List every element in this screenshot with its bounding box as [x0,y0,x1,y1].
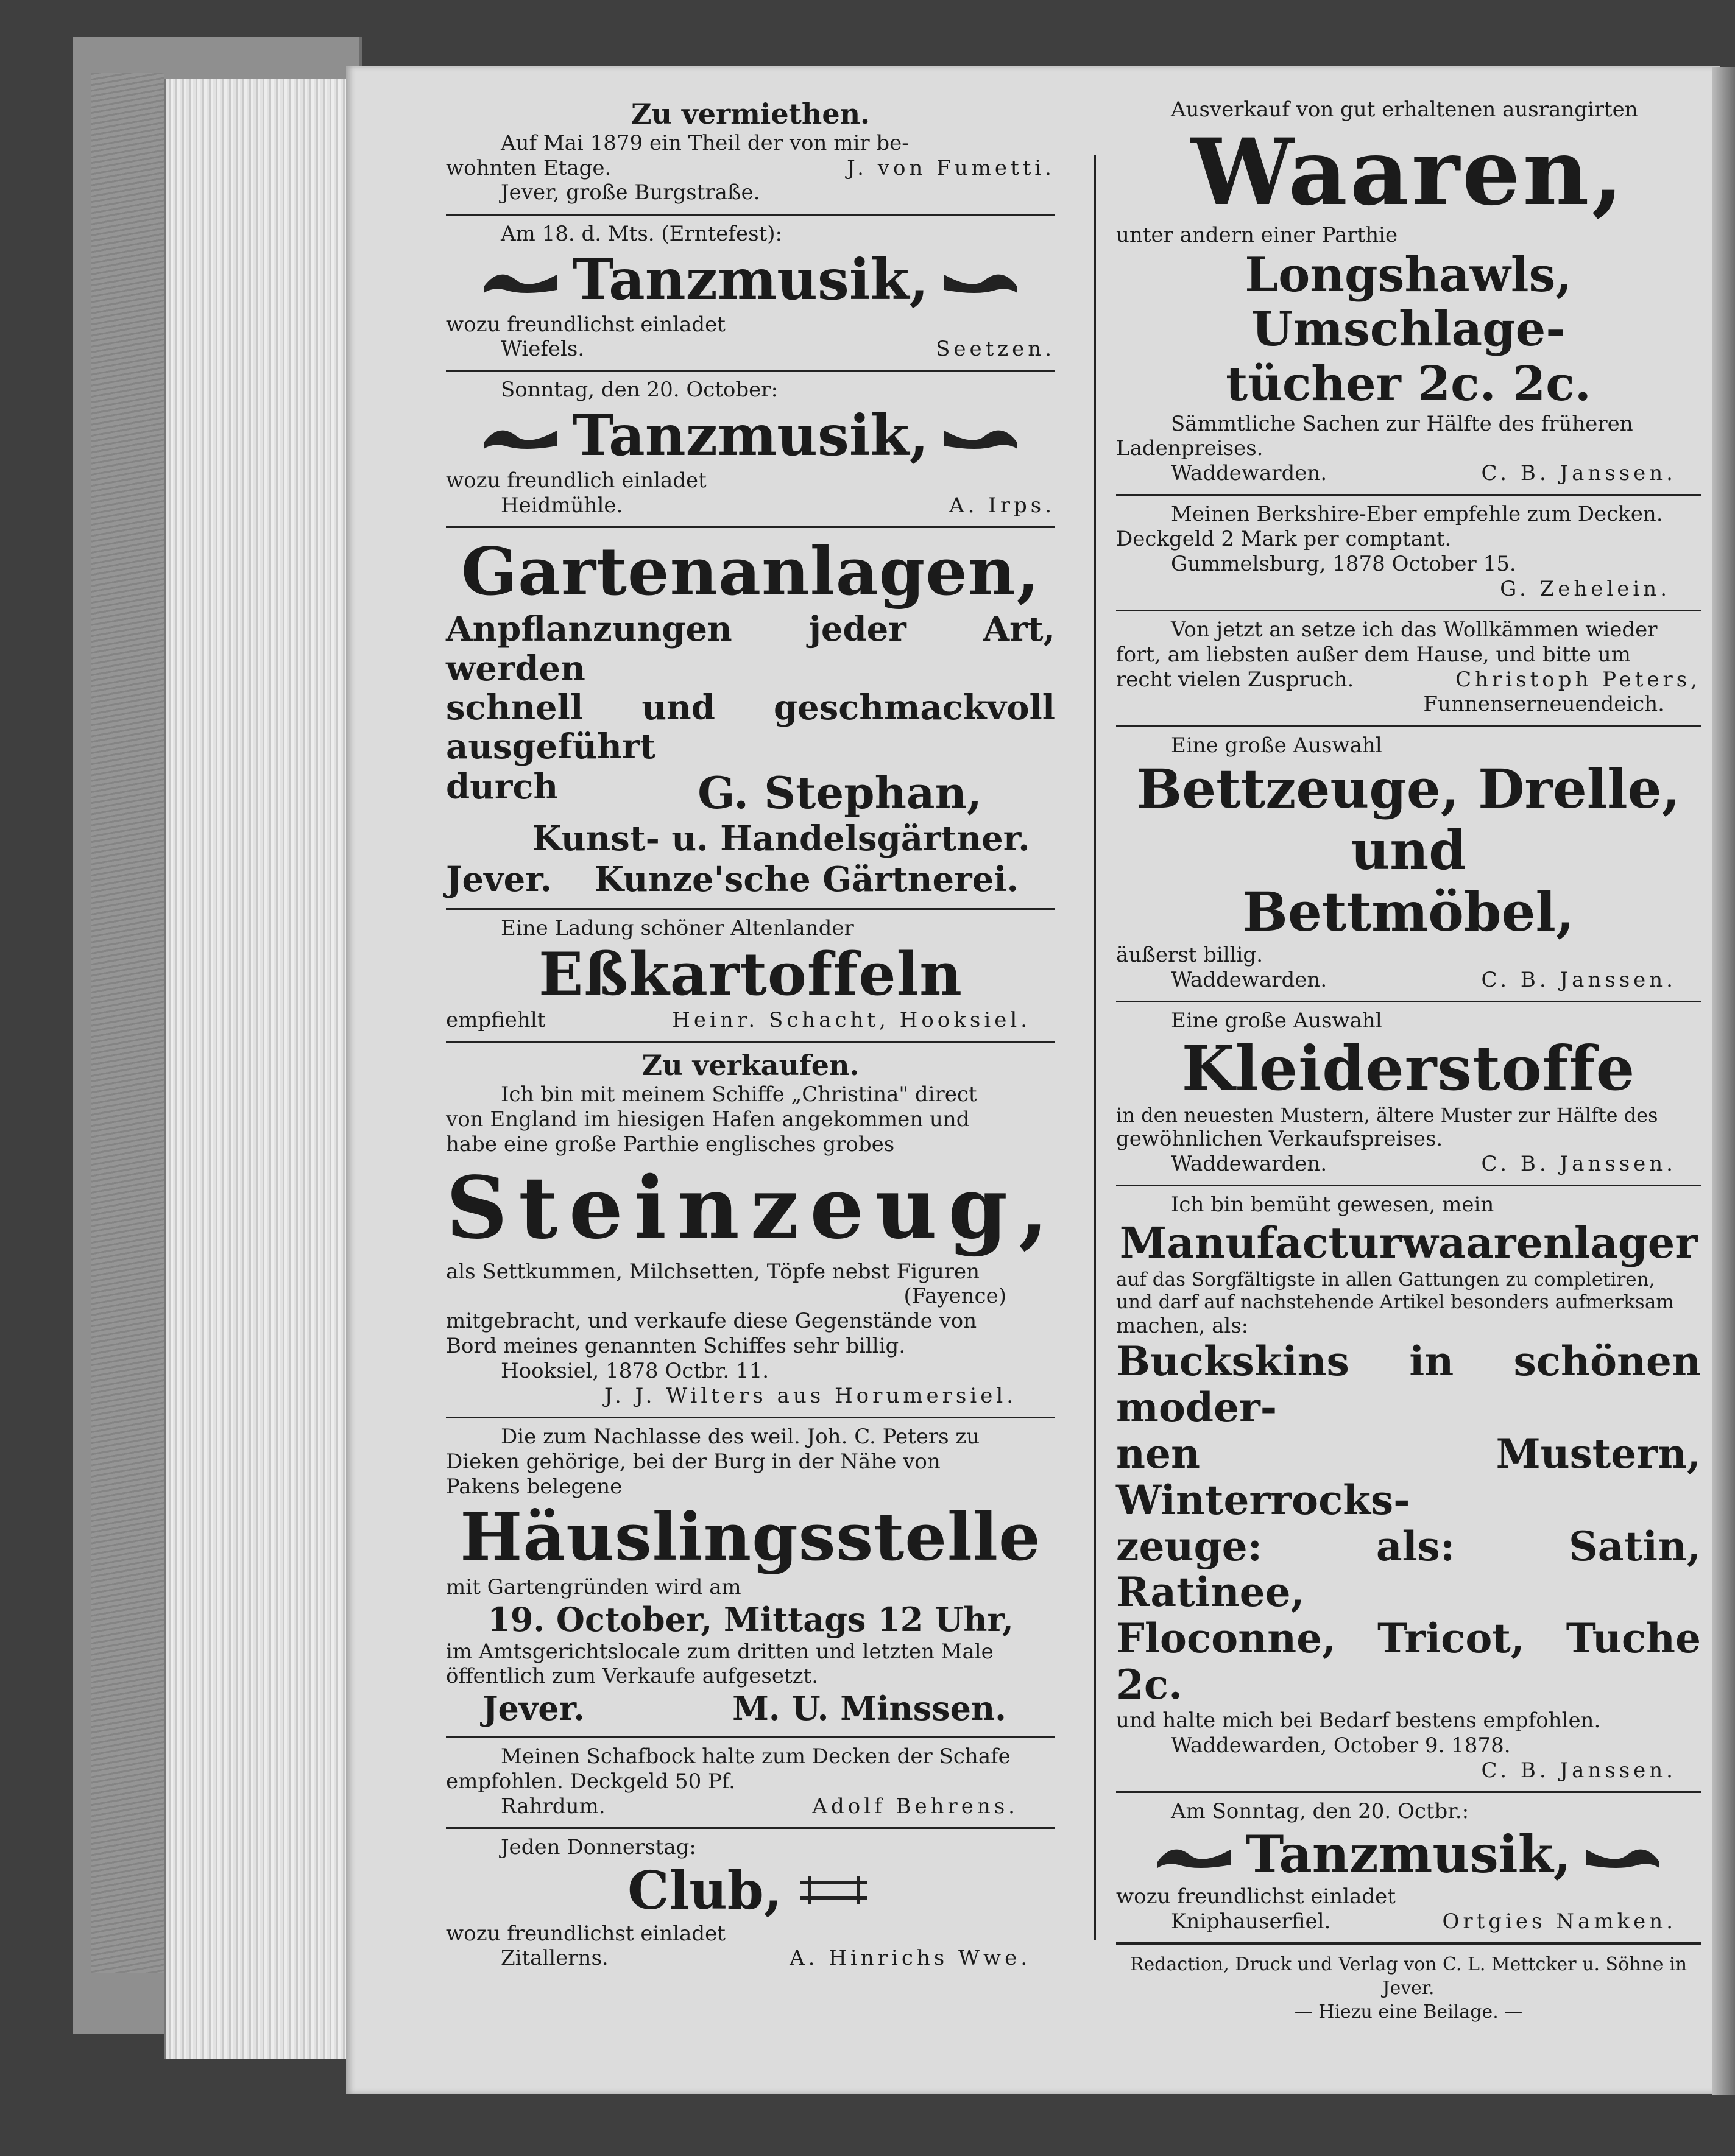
ad-manufacturwaarenlager [1116,1186,1701,1793]
supplement-note: — Hiezu eine Beilage. — [1294,2001,1523,2023]
ad-headline: Kleiderstoffe [1181,1032,1636,1104]
ad-line: zeuge: als: Satin, Ratinee, [1116,1522,1701,1616]
ad-line: Buckskins in schönen moder- [1116,1337,1701,1431]
ad-signature: Kunze'sche Gärtnerei. [594,859,1019,900]
left-column [446,91,1059,1979]
ad-line: wozu freundlichst einladet [446,1921,726,1946]
ad-line: Meinen Berkshire-Eber empfehle zum Decken. [1171,502,1663,527]
ad-line: Bord meines genannten Schiffes sehr billig. [446,1334,906,1359]
ad-line: und darf auf nachstehende Artikel besonders aufmerksam [1116,1291,1674,1313]
ad-line: tücher 2c. 2c. [1226,356,1591,412]
ad-signature: J. von Fumetti. [847,155,1055,180]
ad-signature: M. U. Minssen. [732,1689,1006,1728]
ad-line: Ladenpreises. [1116,436,1263,461]
ornament-left-icon [481,262,560,297]
ad-line: Am Sonntag, den 20. Octbr.: [1171,1799,1469,1824]
ad-line: schnell und geschmackvoll ausgeführt [446,687,1055,767]
ad-line: unter andern einer Parthie [1116,222,1398,247]
ad-line: Von jetzt an setze ich das Wollkämmen wieder [1171,618,1658,643]
ad-line: mitgebracht, und verkaufe diese Gegenstände von [446,1309,977,1334]
ad-headline: Steinzeug, [446,1158,1059,1258]
ad-headline: Manufacturwaarenlager [1119,1217,1698,1268]
ad-signature: A. Irps. [949,493,1055,518]
ad-waaren [1116,91,1701,496]
ad-line: wozu freundlichst einladet [446,312,726,337]
ornament-left-icon [1154,1837,1234,1872]
ad-line: Sämmtliche Sachen zur Hälfte des früheren [1171,411,1633,436]
ad-line: Ich bin mit meinem Schiffe „Christina" direct [501,1082,977,1107]
ad-line: Auf Mai 1879 ein Theil der von mir be- [501,131,909,156]
ad-signature: Adolf Behrens. [812,1794,1019,1819]
ad-line: Die zum Nachlasse des weil. Joh. C. Peters zu [501,1425,980,1450]
ad-line: als Settkummen, Milchsetten, Töpfe nebst Figuren [446,1259,980,1284]
ad-haeuslingsstelle [446,1418,1055,1738]
ad-line: durch [446,766,559,807]
ad-place: Heidmühle. [501,493,623,518]
ad-place: Waddewarden. [1171,461,1327,486]
ad-name: G. Stephan, [698,766,982,819]
page-right-edge [1712,67,1735,2095]
imprint-line: Redaction, Druck und Verlag von C. L. Mettcker u. Söhne in Jever. [1129,1954,1687,1999]
ad-line: Deckgeld 2 Mark per comptant. [1116,527,1452,552]
ad-signature: Heinr. Schacht, Hooksiel. [672,1008,1031,1033]
ad-line: Jever, große Burgstraße. [501,180,760,205]
ad-place: Jever. [482,1689,585,1728]
ad-line: in den neuesten Mustern, ältere Muster zur Hälfte des [1116,1103,1658,1127]
ad-line: Eine große Auswahl [1171,1008,1382,1033]
ad-line: Hooksiel, 1878 Octbr. 11. [501,1358,769,1383]
ad-tanzmusik-2 [446,372,1055,528]
ad-line: wohnten Etage. [446,155,612,180]
ad-gartenanlagen [446,528,1055,910]
ad-line: 19. October, Mittags 12 Uhr, [487,1599,1014,1639]
ad-place: Zitallerns. [501,1946,609,1971]
ad-line: recht vielen Zuspruch. [1116,668,1354,692]
ad-berkshire-eber [1116,496,1701,611]
ad-tanzmusik-3 [1116,1793,1701,1944]
column-divider [1094,155,1096,1940]
imprint-footer [1116,1944,1701,2024]
ad-title: Zu vermiethen. [631,97,871,130]
cover-speckle-texture [91,73,164,1973]
ad-headline: Eßkartoffeln [539,939,963,1009]
ad-headline: Bettzeuge, Drelle, und [1136,756,1681,882]
ad-signature: C. B. Janssen. [1481,461,1677,486]
ad-tanzmusik-1 [446,216,1055,372]
ad-line: habe eine große Parthie englisches grobes [446,1132,895,1157]
ad-line: Gummelsburg, 1878 October 15. [1171,551,1516,576]
ad-signature: Ortgies Namken. [1442,1909,1677,1934]
ad-line: und halte mich bei Bedarf bestens empfohlen. [1116,1708,1601,1733]
ad-headline: Tanzmusik, [1245,1824,1572,1885]
ad-line: empfiehlt [446,1008,546,1033]
ad-line: Ausverkauf von gut erhaltenen ausrangirten [1171,97,1638,122]
ad-place: Waddewarden. [1171,1151,1327,1176]
ad-line: fort, am liebsten außer dem Hause, und bitte um [1116,643,1631,668]
ad-place: Wiefels. [501,337,585,362]
ad-line: Floconne, Tricot, Tuche 2c. [1116,1615,1701,1709]
ad-line: im Amtsgerichtslocale zum dritten und letzten Male [446,1639,994,1664]
ad-line: öffentlich zum Verkaufe aufgesetzt. [446,1664,819,1689]
ad-line: Sonntag, den 20. October: [501,378,778,403]
ad-signature: C. B. Janssen. [1481,1758,1677,1783]
ad-esskartoffeln [446,910,1055,1043]
ad-place: Jever. [446,859,553,900]
ad-headline: Club, [627,1859,782,1922]
ad-line: mit Gartengründen wird am [446,1575,741,1600]
ad-line: Dieken gehörige, bei der Burg in der Nähe von [446,1450,941,1474]
ad-line: Pakens belegene [446,1474,623,1499]
ad-line: wozu freundlichst einladet [1116,1884,1396,1909]
ad-line: Jeden Donnerstag: [501,1834,696,1859]
ad-zu-vermiethen [446,91,1055,216]
ad-place: Rahrdum. [501,1794,606,1819]
ad-line: machen, als: [1116,1314,1249,1339]
ad-headline: Tanzmusik, [572,246,929,312]
ad-place: Kniphauserfiel. [1171,1909,1331,1934]
ad-place: Waddewarden. [1171,967,1327,992]
ad-club [446,1829,1055,1979]
ornament-right-icon [1583,1837,1663,1872]
right-column [1116,91,1701,2024]
ad-line: Meinen Schafbock halte zum Decken der Schafe [501,1744,1011,1769]
ad-line: Ich bin bemüht gewesen, mein [1171,1192,1494,1217]
ornament-left-icon [481,418,560,453]
ad-signature: Seetzen. [936,337,1055,362]
ad-kleiderstoffe [1116,1002,1701,1186]
ad-signature: A. Hinrichs Wwe. [790,1946,1031,1971]
ornament-right-icon [941,262,1020,297]
ad-headline: Bettmöbel, [1242,880,1575,943]
ad-line: (Fayence) [903,1284,1006,1309]
ad-wollkaemmen [1116,611,1701,727]
ad-line: nen Mustern, Winterrocks- [1116,1429,1701,1524]
ad-headline: Gartenanlagen, [461,533,1041,610]
ornament-scroll-icon [794,1873,874,1908]
ad-title: Zu verkaufen. [641,1049,860,1082]
ad-line: Anpflanzungen jeder Art, werden [446,609,1055,689]
ornament-right-icon [941,418,1020,453]
ad-schafbock [446,1738,1055,1829]
ad-headline: Waaren, [1191,118,1626,226]
ad-line: auf das Sorgfältigste in allen Gattungen zu completiren, [1116,1268,1655,1291]
ad-line: äußerst billig. [1116,943,1263,968]
ad-headline: Häuslingsstelle [460,1498,1041,1576]
ad-signature: C. B. Janssen. [1481,1151,1677,1176]
ad-headline: Tanzmusik, [572,403,929,469]
ad-line: Am 18. d. Mts. (Erntefest): [501,221,782,246]
ad-zu-verkaufen [446,1043,1059,1418]
ad-line: von England im hiesigen Hafen angekommen und [446,1107,970,1132]
ad-signature: J. J. Wilters aus Horumersiel. [604,1383,1017,1408]
ad-line: Waddewarden, October 9. 1878. [1171,1733,1511,1758]
ad-bettzeuge [1116,727,1701,1002]
ad-signature: G. Zehelein. [1500,576,1670,601]
ad-line: Kunst- u. Handelsgärtner. [532,818,1030,859]
ad-line: gewöhnlichen Verkaufspreises. [1116,1127,1443,1152]
ad-line: Eine Ladung schöner Altenlander [501,915,854,940]
ad-line: wozu freundlich einladet [446,468,707,493]
ad-place: Funnenserneuendeich. [1423,692,1664,717]
ad-line: empfohlen. Deckgeld 50 Pf. [446,1769,736,1794]
ad-line: Eine große Auswahl [1171,733,1382,758]
ad-signature: C. B. Janssen. [1481,967,1677,992]
page-stack-edges [164,79,349,2059]
ad-line: Longshawls, Umschlage- [1245,247,1572,358]
ad-signature: Christoph Peters, [1455,668,1701,692]
